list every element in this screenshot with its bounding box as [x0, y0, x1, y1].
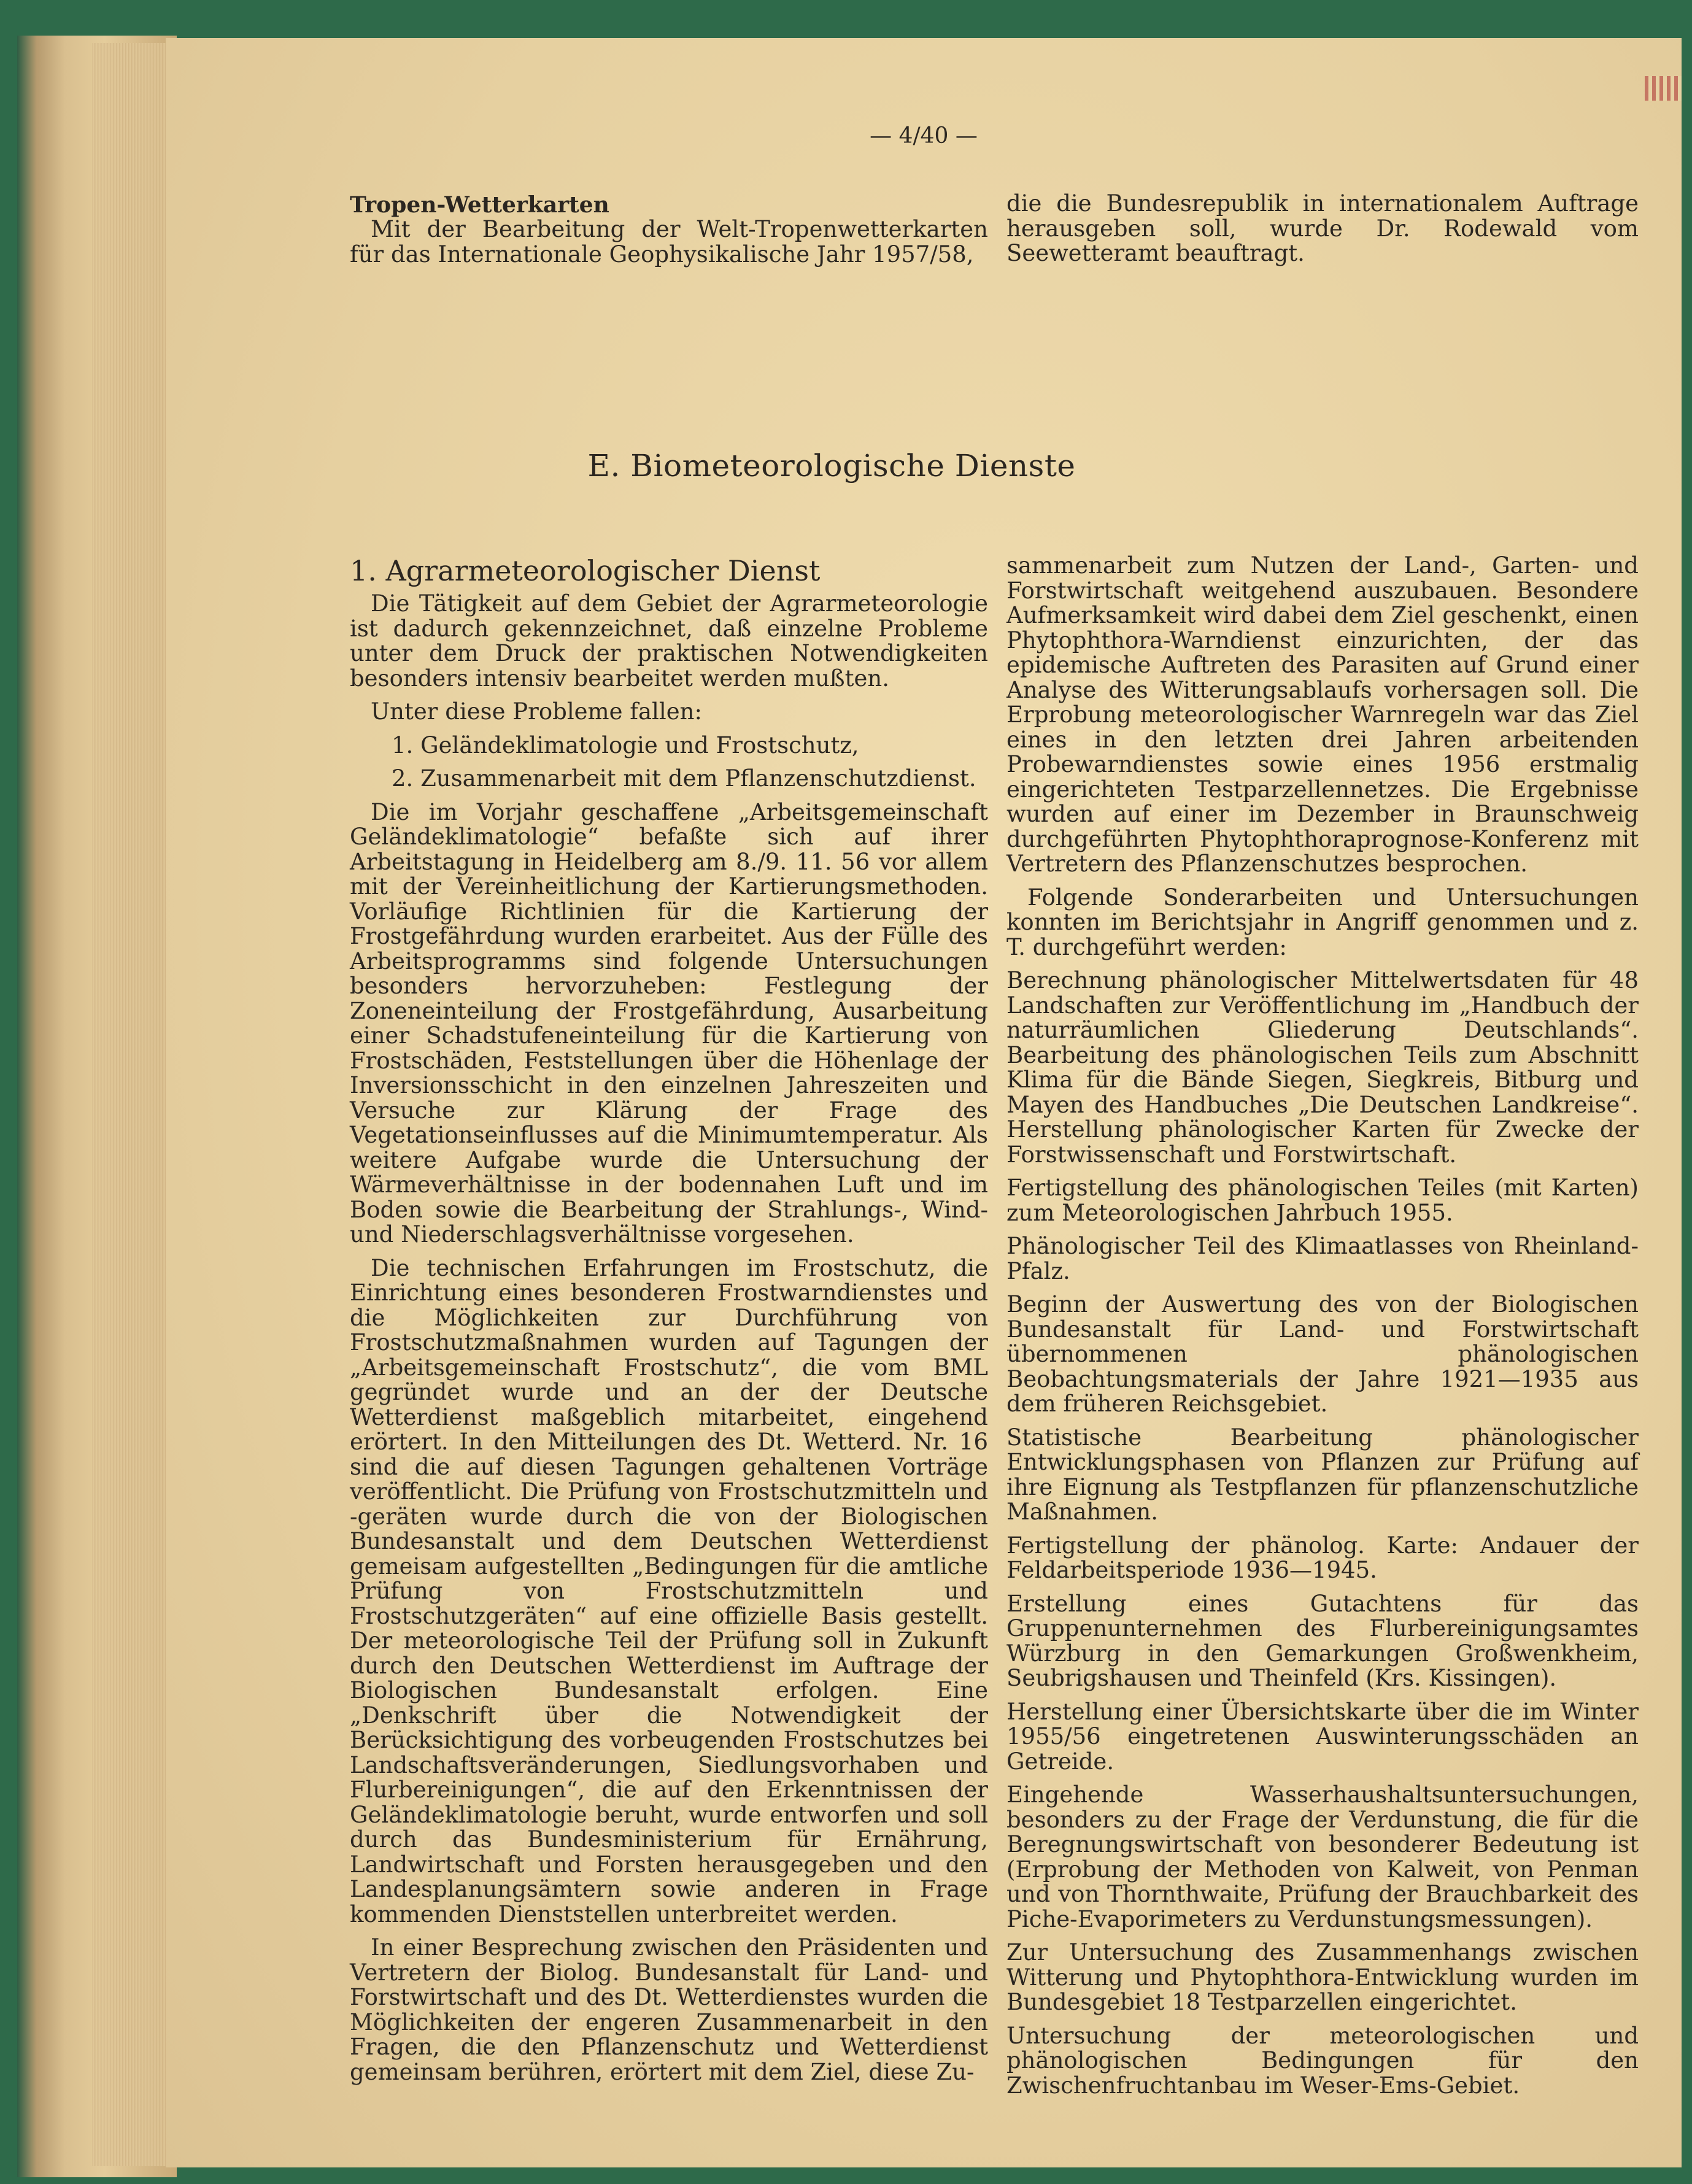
- list-item: Eingehende Wasserhaushaltsuntersuchungen, besonders zu der Frage der Verdunstung, die für die Beregnungswirtschaft von besonderer Bedeutung ist (Erprobung der Methoden von Kalweit, von Penman und von Thornthwaite, Prüfung der Brauchbarkeit des Piche-Evaporimeters zu Verdunstungsmessungen).: [1006, 1781, 1639, 1932]
- paragraph: Unter diese Probleme fallen:: [371, 698, 702, 725]
- paragraph: sammenarbeit zum Nutzen der Land-, Garten- und Forstwirtschaft weitgehend auszubauen. Besondere Aufmerksamkeit wird dabei dem Ziel geschenkt, einen Phytophthora-Warndienst einzurichten, der das epidemische Auftreten des Parasiten auf Grund einer Analyse des Witterungsablaufs vorhersagen soll. Die Erprobung meteorologischer Warnregeln war das Ziel eines in den letzten drei Jahren arbeitenden Probewarndienstes sowie eines 1956 erstmalig eingerichteten Testparzellennetzes. Die Ergebnisse wurden auf einer im Dezember in Braunschweig durchgeführten Phytophthoraprognose-Konferenz mit Vertretern des Pflanzenschutzes besprochen.: [1006, 552, 1639, 877]
- paragraph: In einer Besprechung zwischen den Präsidenten und Vertretern der Biolog. Bundesanstalt für Land- und Forstwirtschaft und des Dt. Wetterdienstes wurden die Möglichkeiten der engeren Zusammenarbeit in den Fragen, die den Pflanzenschutz und Wetterdienst gemeinsam berühren, erörtert mit dem Ziel, diese Zu-: [350, 1934, 988, 2085]
- list-item: 2. Zusammenarbeit mit dem Pflanzenschutzdienst.: [392, 765, 976, 792]
- list-item: Beginn der Auswertung des von der Biologischen Bundesanstalt für Land- und Forstwirtschaft übernommenen phänologischen Beobachtungsmaterials der Jahre 1921—1935 aus dem früheren Reichsgebiet.: [1006, 1291, 1639, 1417]
- list-item: Zur Untersuchung des Zusammenhangs zwischen Witterung und Phytophthora-Entwicklung wurden im Bundesgebiet 18 Testparzellen eingerichtet.: [1006, 1939, 1639, 2015]
- list-item: Berechnung phänologischer Mittelwertsdaten für 48 Landschaften zur Veröffentlichung im „Handbuch der naturräumlichen Gliederung Deutschlands“. Bearbeitung des phänologischen Teils zum Abschnitt Klima für die Bände Siegen, Siegkreis, Bitburg und Mayen des Handbuches „Die Deutschen Landkreise“. Herstellung phänologischer Karten für Zwecke der Forstwissenschaft und Forstwirtschaft.: [1006, 967, 1639, 1168]
- edge-marking: [1645, 76, 1682, 101]
- list-item: Untersuchung der meteorologischen und phänologischen Bedingungen für den Zwischenfruchtanbau im Weser-Ems-Gebiet.: [1006, 2022, 1639, 2099]
- list-item: Erstellung eines Gutachtens für das Gruppenunternehmen des Flurbereinigungsamtes Würzburg in den Gemarkungen Großwenkheim, Seubrigshausen und Theinfeld (Krs. Kissingen).: [1006, 1590, 1639, 1691]
- tropen-text-right: [1006, 191, 1692, 266]
- tropen-heading: Tropen-Wetterkarten: [350, 192, 609, 218]
- left-column: [350, 554, 988, 2085]
- paragraph: Die im Vorjahr geschaffene „Arbeitsgemeinschaft Geländeklimatologie“ befaßte sich auf ihrer Arbeitstagung in Heidelberg am 8./9. 11. 56 vor allem mit der Vereinheitlichung der Kartierungsmethoden. Vorläufige Richtlinien für die Kartierung der Frostgefährdung wurden erarbeitet. Aus der Fülle des Arbeitsprogramms sind folgende Untersuchungen besonders hervorzuheben: Festlegung der Zoneneinteilung der Frostgefährdung, Ausarbeitung einer Schadstufeneinteilung für die Kartierung von Frostschäden, Feststellungen über die Höhenlage der Inversionsschicht in den einzelnen Jahreszeiten und Versuche zur Klärung der Frage des Vegetationseinflusses auf die Minimumtemperatur. Als weitere Aufgabe wurde die Untersuchung der Wärmeverhältnisse in der bodennahen Luft und im Boden sowie die Bearbeitung der Strahlungs-, Wind- und Niederschlagsverhältnisse vorgesehen.: [350, 798, 988, 1248]
- list-item: Herstellung einer Übersichtskarte über die im Winter 1955/56 eingetretenen Auswinterungsschäden an Getreide.: [1006, 1698, 1639, 1775]
- document-page: [166, 38, 1682, 2167]
- paragraph: Die Tätigkeit auf dem Gebiet der Agrarmeteorologie ist dadurch gekennzeichnet, daß einzelne Probleme unter dem Druck der praktischen Notwendigkeiten besonders intensiv bearbeitet werden mußten.: [350, 590, 988, 692]
- list-item: Statistische Bearbeitung phänologischer Entwicklungsphasen von Pflanzen zur Prüfung auf ihre Eignung als Testpflanzen für pflanzenschutzliche Maßnahmen.: [1006, 1424, 1639, 1525]
- paragraph: Die technischen Erfahrungen im Frostschutz, die Einrichtung eines besonderen Frostwarndienstes und die Möglichkeiten zur Durchführung von Frostschutzmaßnahmen wurden auf Tagungen der „Arbeitsgemeinschaft Frostschutz“, die vom BML gegründet wurde und an der der Deutsche Wetterdienst maßgeblich mitarbeitet, eingehend erörtert. In den Mitteilungen des Dt. Wetterd. Nr. 16 sind die auf diesen Tagungen gehaltenen Vorträge veröffentlicht. Die Prüfung von Frostschutzmitteln und -geräten wurde durch die von der Biologischen Bundesanstalt und dem Deutschen Wetterdienst gemeisam aufgestellten „Bedingungen für die amtliche Prüfung von Frostschutzmitteln und Frostschutzgeräten“ auf eine offizielle Basis gestellt. Der meteorologische Teil der Prüfung soll in Zukunft durch den Deutschen Wetterdienst im Auftrage der Biologischen Bundesanstalt erfolgen. Eine „Denkschrift über die Notwendigkeit der Berücksichtigung des vorbeugenden Frostschutzes bei Landschaftsveränderungen, Siedlungsvorhaben und Flurbereinigungen“, die auf den Erkenntnissen der Geländeklimatologie beruht, wurde entworfen und soll durch das Bundesministerium für Ernährung, Landwirtschaft und Forsten herausgegeben und den Landesplanungsämtern sowie anderen in Frage kommenden Dienststellen unterbreitet werden.: [350, 1254, 988, 1927]
- section-title: E. Biometeorologische Dienste: [587, 448, 1076, 484]
- paragraph: Folgende Sonderarbeiten und Untersuchungen konnten im Berichtsjahr in Angriff genommen und z. T. durchgeführt werden:: [1006, 884, 1639, 960]
- page-stack-edge: [92, 43, 178, 2166]
- list-item: 1. Geländeklimatologie und Frostschutz,: [392, 731, 859, 758]
- subsection-title: 1. Agrarmeteorologischer Dienst: [350, 554, 821, 587]
- page-number: — 4/40 —: [870, 123, 978, 149]
- list-item: Fertigstellung der phänolog. Karte: Andauer der Feldarbeitsperiode 1936—1945.: [1006, 1532, 1639, 1583]
- list-item: Fertigstellung des phänologischen Teiles (mit Karten) zum Meteorologischen Jahrbuch 1955.: [1006, 1175, 1639, 1226]
- list-item: Phänologischer Teil des Klimaatlasses von Rheinland-Pfalz.: [1006, 1233, 1639, 1284]
- tropen-paragraph-left: Mit der Bearbeitung der Welt-Tropenwetterkarten für das Internationale Geophysikalische Jahr 1957/58,: [350, 216, 988, 268]
- tropen-paragraph-right: die die Bundesrepublik in internationalem Auftrage herausgeben soll, wurde Dr. Rodewald vom Seewetteramt beauftragt.: [1006, 190, 1639, 266]
- right-column: [1006, 554, 1639, 2098]
